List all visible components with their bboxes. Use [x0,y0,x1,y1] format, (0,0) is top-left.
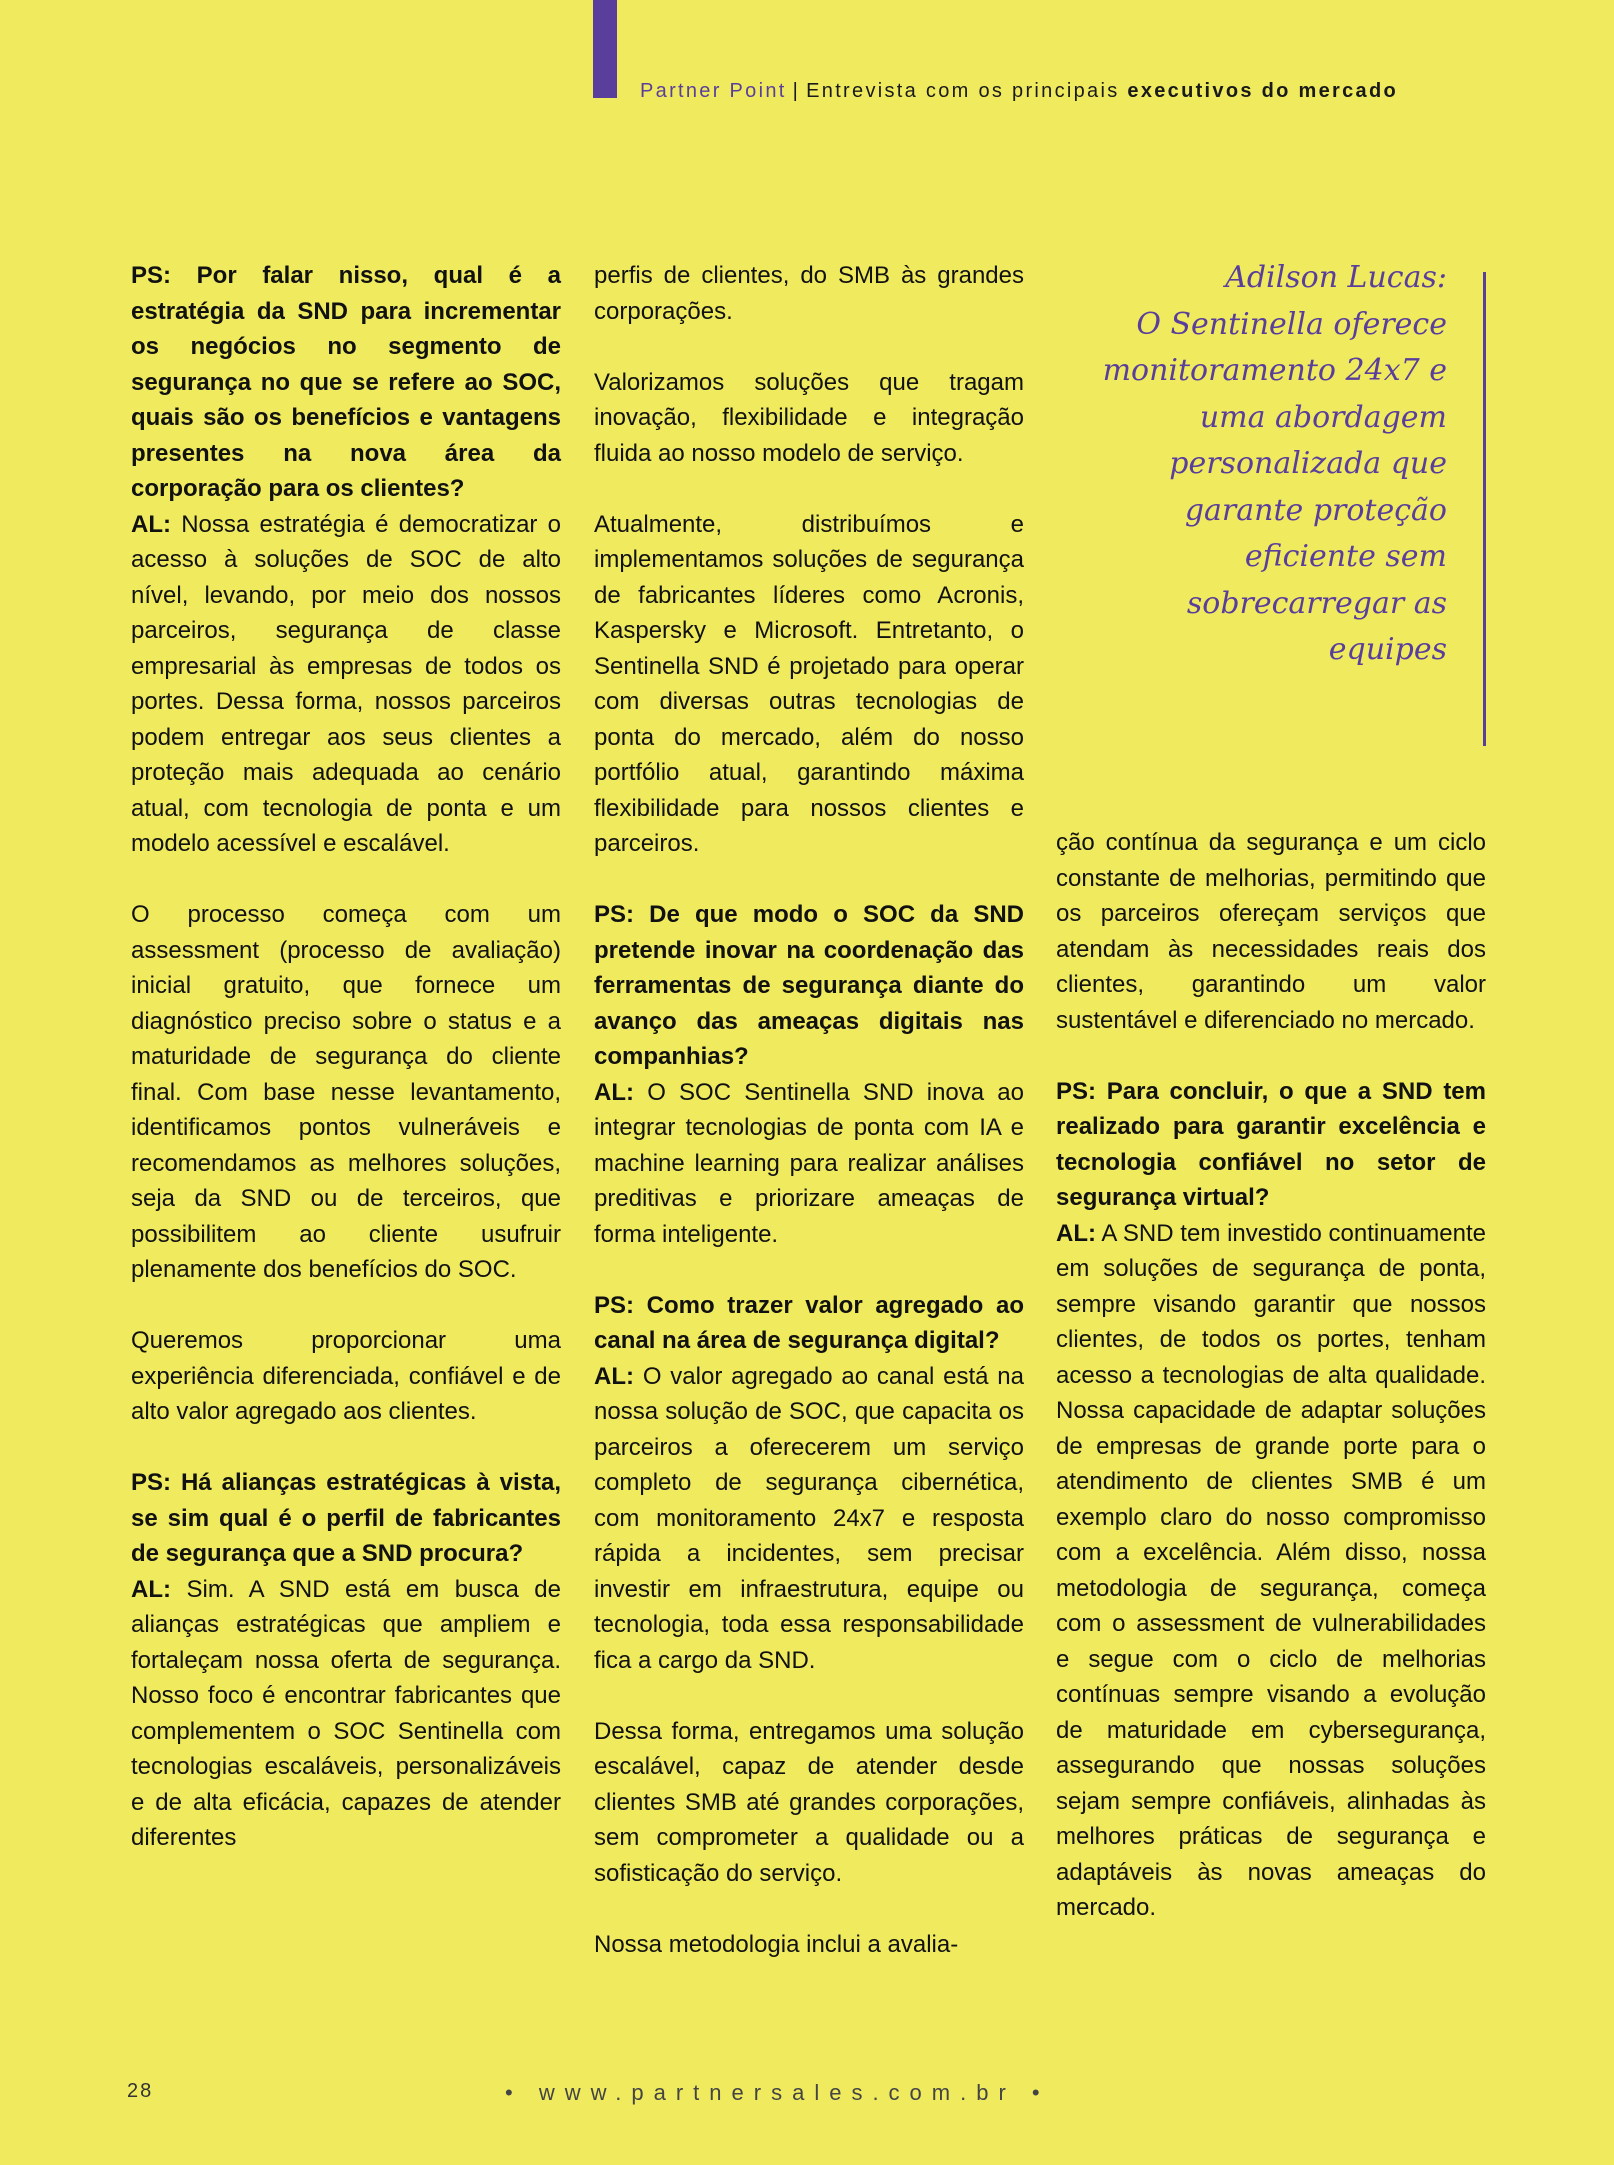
header-brand: Partner Point [640,80,787,102]
paragraph: Valorizamos soluções que tragam inovação, flexibilidade e integração fluida ao nosso modelo de serviço. [594,368,1024,467]
page-header [640,80,1480,103]
paragraph: O processo começa com um assessment (processo de avaliação) inicial gratuito, que fornece um diagnóstico preciso sobre o status e a maturidade de segurança do cliente final. Com base nesse levantamento, identificamos pontos vulneráveis e recomendamos as melhores soluções, seja da SND ou de terceiros, que possibilitem ao cliente usufruir plenamente dos benefícios do SOC. [131,901,561,1283]
pull-quote-text: O Sentinella oferece monitoramento 24x7 e uma abordagem personalizada que garante proteção eficiente sem sobrecarregar as equipes [1102,306,1447,667]
header-subtitle-bold: executivos do mercado [1127,80,1398,102]
article-column-3 [1056,825,1486,1926]
answer-label: AL: [594,1078,634,1106]
paragraph: Queremos proporcionar uma experiência diferenciada, confiável e de alto valor agregado aos clientes. [131,1327,561,1425]
answer-label: AL: [131,510,171,538]
header-subtitle: Entrevista com os principais [806,80,1120,102]
pull-quote-speaker: Adilson Lucas: [1225,260,1447,295]
paragraph: Nossa metodologia inclui a avalia- [594,1930,959,1958]
answer-1-text: Nossa estratégia é democratizar o acesso à soluções de SOC de alto nível, levando, por meio dos nossos parceiros, segurança de classe empresarial às empresas de todos os portes. Dessa forma, nossos parceiros podem entregar aos seus clientes a proteção mais adequada ao cenário atual, com tecnologia de ponta e um modelo acessível e escalável. [131,510,561,857]
article-column-1 [131,258,561,1856]
header-accent-bar [593,0,617,98]
answer-label: AL: [594,1362,634,1390]
paragraph: Dessa forma, entregamos uma solução escalável, capaz de atender desde clientes SMB até grandes corporações, sem comprometer a qualidade ou a sofisticação do serviço. [594,1717,1024,1887]
answer-3-text: O SOC Sentinella SND inova ao integrar tecnologias de ponta com IA e machine learning para realizar análises preditivas e priorizare ameaças de forma inteligente. [594,1078,1024,1248]
answer-4 [594,1359,1024,1679]
header-separator: | [792,80,801,102]
answer-5-text: A SND tem investido continuamente em soluções de segurança de ponta, sempre visando garantir que nossos clientes, de todos os portes, tenham acesso a tecnologias de alta qualidade. Nossa capacidade de adaptar soluções de empresas de grande porte para o atendimento de clientes SMB é um exemplo claro do nosso compromisso com a excelência. Além disso, nossa metodologia de segurança, começa com o assessment de vulnerabilidades e segue com o ciclo de melhorias contínuas sempre visando a evolução de maturidade em cybersegurança, assegurando que nossas soluções sejam sempre confiáveis, alinhadas às melhores práticas de segurança e adaptáveis às novas ameaças do mercado. [1056,1219,1486,1921]
paragraph: ção contínua da segurança e um ciclo constante de melhorias, permitindo que os parceiros ofereçam serviços que atendam às necessidades reais dos clientes, garantindo um valor sustentável e diferenciado no mercado. [1056,829,1486,1034]
question-1: PS: Por falar nisso, qual é a estratégia da SND para incrementar os negócios no segmento de segurança no que se refere ao SOC, quais são os benefícios e vantagens presentes na nova área da corporação para os clientes? [131,262,561,502]
paragraph: Atualmente, distribuímos e implementamos soluções de segurança de fabricantes líderes como Acronis, Kaspersky e Microsoft. Entretanto, o Sentinella SND é projetado para operar com diversas outras tecnologias de ponta do mercado, além do nosso portfólio atual, garantindo máxima flexibilidade para nossos clientes e parceiros. [594,510,1024,857]
question-3: PS: De que modo o SOC da SND pretende inovar na coordenação das ferramentas de segurança diante do avanço das ameaças digitais nas companhias? [594,901,1024,1070]
footer-url[interactable]: • www.partnersales.com.br • [505,2080,1050,2105]
pull-quote-rule [1483,272,1486,746]
question-5: PS: Para concluir, o que a SND tem realizado para garantir excelência e tecnologia confiável no setor de segurança virtual? [1056,1077,1486,1211]
answer-5 [1056,1216,1486,1926]
answer-label: AL: [131,1575,171,1603]
paragraph: perfis de clientes, do SMB às grandes corporações. [594,262,1024,325]
answer-label: AL: [1056,1219,1096,1247]
question-4: PS: Como trazer valor agregado ao canal na área de segurança digital? [594,1291,1024,1354]
answer-2 [131,1572,561,1856]
answer-4-text: O valor agregado ao canal está na nossa solução de SOC, que capacita os parceiros a oferecerem um serviço completo de segurança cibernética, com monitoramento 24x7 e resposta rápida a incidentes, sem precisar investir em infraestrutura, equipe ou tecnologia, toda essa responsabilidade fica a cargo da SND. [594,1362,1024,1674]
answer-3 [594,1075,1024,1253]
page-number: 28 [127,2080,154,2102]
article-column-2 [594,258,1024,1962]
answer-2-text: Sim. A SND está em busca de alianças estratégicas que ampliem e fortaleçam nossa oferta de segurança. Nosso foco é encontrar fabricantes que complementem o SOC Sentinella com tecnologias escaláveis, personalizáveis e de alta eficácia, capazes de atender diferentes [131,1575,562,1851]
question-2: PS: Há alianças estratégicas à vista, se sim qual é o perfil de fabricantes de segurança que a SND procura? [131,1469,561,1567]
answer-1 [131,507,561,862]
pull-quote [1080,255,1447,674]
